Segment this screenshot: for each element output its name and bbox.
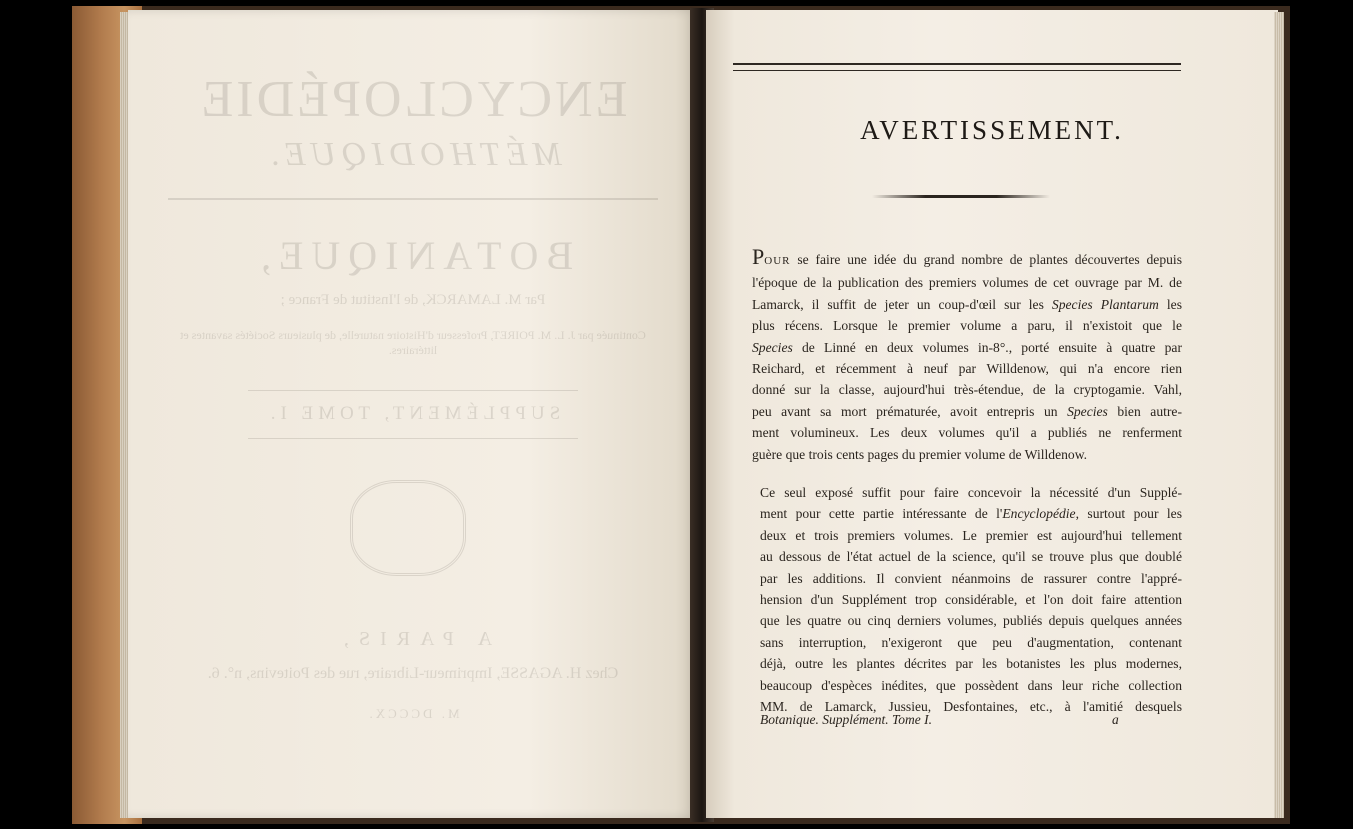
line-text: hension d'un Supplément trop considérable, et l'on doit faire attention: [760, 592, 1182, 608]
italic-term: Species: [752, 339, 793, 355]
line-text: Ce seul exposé suffit pour faire concevoir la nécessité d'un Supplé-: [760, 485, 1182, 500]
line-text: plus récens. Lorsque le premier volume a paru, il n'existoit que le: [752, 318, 1182, 334]
text-line: [760, 675, 1182, 696]
ornamental-rule: [872, 195, 1050, 198]
line-text: , surtout pour les: [1075, 506, 1182, 522]
line-text: beaucoup d'espèces inédites, que possèdent dans leur riche collection: [760, 677, 1182, 693]
text-line: [760, 610, 1182, 631]
text-line: [760, 525, 1182, 546]
line-text: deux et trois premiers volumes. Le premier est aujourd'hui tellement: [760, 527, 1182, 543]
text-line: [752, 272, 1182, 293]
text-line: [760, 653, 1182, 674]
showthrough-continuation: Continuée par J. L. M. POIRET, Professeur d'Histoire naturelle, de plusieurs Sociétés savantes et littéraires.: [180, 328, 646, 357]
showthrough-title: ENCYCLOPÉDIE: [198, 71, 628, 128]
signature-footer: Botanique. Supplément. Tome I.: [760, 712, 932, 727]
line-text: Lamarck, il suffit de jeter un coup-d'œil sur les: [752, 296, 1052, 312]
italic-term: Encyclopédie: [1002, 506, 1076, 522]
text-line: [752, 444, 1182, 465]
text-line: [752, 315, 1182, 336]
text-line: [752, 422, 1182, 443]
line-text: ment pour cette partie intéressante de l': [760, 506, 1003, 522]
line-text: se faire une idée du grand nombre de plantes découvertes depuis: [790, 252, 1182, 267]
line-text: guère que trois cents pages du premier volume de Willdenow.: [752, 446, 1088, 462]
text-line: [760, 546, 1182, 567]
line-text: sans interruption, n'exigeront que peu d'augmentation, contenant: [760, 634, 1182, 650]
top-double-rule: [733, 63, 1181, 71]
showthrough-rule-3: [248, 438, 578, 439]
text-line: [760, 632, 1182, 653]
text-line: [752, 294, 1182, 315]
showthrough-city: A PARIS,: [333, 628, 493, 650]
line-text: bien autre-: [1107, 403, 1182, 419]
line-text: que les quatre ou cinq derniers volumes, publiés depuis quelques années: [760, 613, 1182, 629]
italic-term: Species: [1067, 403, 1108, 419]
text-line: [752, 401, 1182, 422]
line-text: MM. de Lamarck, Jussieu, Desfontaines, etc., à l'amitié desquels: [760, 699, 1182, 715]
line-text: de Linné en deux volumes in-8°., porté ensuite à quatre par: [792, 339, 1182, 355]
line-text: donné sur la classe, aujourd'hui très-étendue, de la cryptogamie. Vahl,: [752, 382, 1182, 398]
italic-term: Species Plantarum: [1051, 296, 1159, 312]
drop-cap: P: [752, 244, 765, 269]
showthrough-author: Par M. LAMARCK, de l'Institut de France ;: [280, 292, 546, 308]
showthrough-subtitle: MÉTHODIQUE.: [264, 136, 562, 173]
text-line: [752, 358, 1182, 379]
line-text: au dessous de l'état actuel de la science, qu'il se trouve plus que doublé: [760, 549, 1182, 565]
line-text: par les additions. Il convient néanmoins de rassurer contre l'appré-: [760, 570, 1182, 586]
showthrough-volume: SUPPLÉMENT, TOME I.: [265, 403, 561, 424]
left-page-showthrough: [128, 10, 698, 818]
line-text: l'époque de la publication des premiers volumes de cet ouvrage par M. de: [752, 275, 1182, 291]
text-line: [752, 337, 1182, 358]
signature-mark: a: [1112, 712, 1119, 727]
showthrough-ornament: [350, 480, 466, 576]
text-line: [760, 482, 1182, 503]
line-text: ment volumineux. Les deux volumes qu'il a publiés ne renferment: [752, 425, 1182, 441]
showthrough-publisher: Chez H. AGASSE, Imprimeur-Libraire, rue des Poitevins, n°. 6.: [207, 665, 619, 682]
text-line: [752, 244, 1182, 272]
page-title: AVERTISSEMENT.: [860, 115, 1124, 145]
text-line: [752, 379, 1182, 400]
showthrough-date: M. DCCCX.: [366, 706, 460, 721]
line-text: les: [1158, 296, 1182, 312]
line-text: peu avant sa mort prématurée, avoit entrepris un: [752, 403, 1068, 419]
showthrough-section: BOTANIQUE,: [252, 233, 574, 278]
paragraph-1: [752, 244, 1182, 465]
showthrough-rule-2: [248, 390, 578, 391]
line-text: déjà, outre les plantes décrites par les botanistes les plus modernes,: [760, 656, 1182, 672]
text-line: [760, 503, 1182, 524]
text-line: [760, 589, 1182, 610]
line-text: Reichard, et récemment à neuf par Willdenow, qui n'a encore rien: [752, 361, 1182, 377]
small-caps: OUR: [764, 255, 791, 267]
text-line: [760, 568, 1182, 589]
paragraph-2: [760, 482, 1182, 717]
showthrough-rule: [168, 198, 658, 200]
